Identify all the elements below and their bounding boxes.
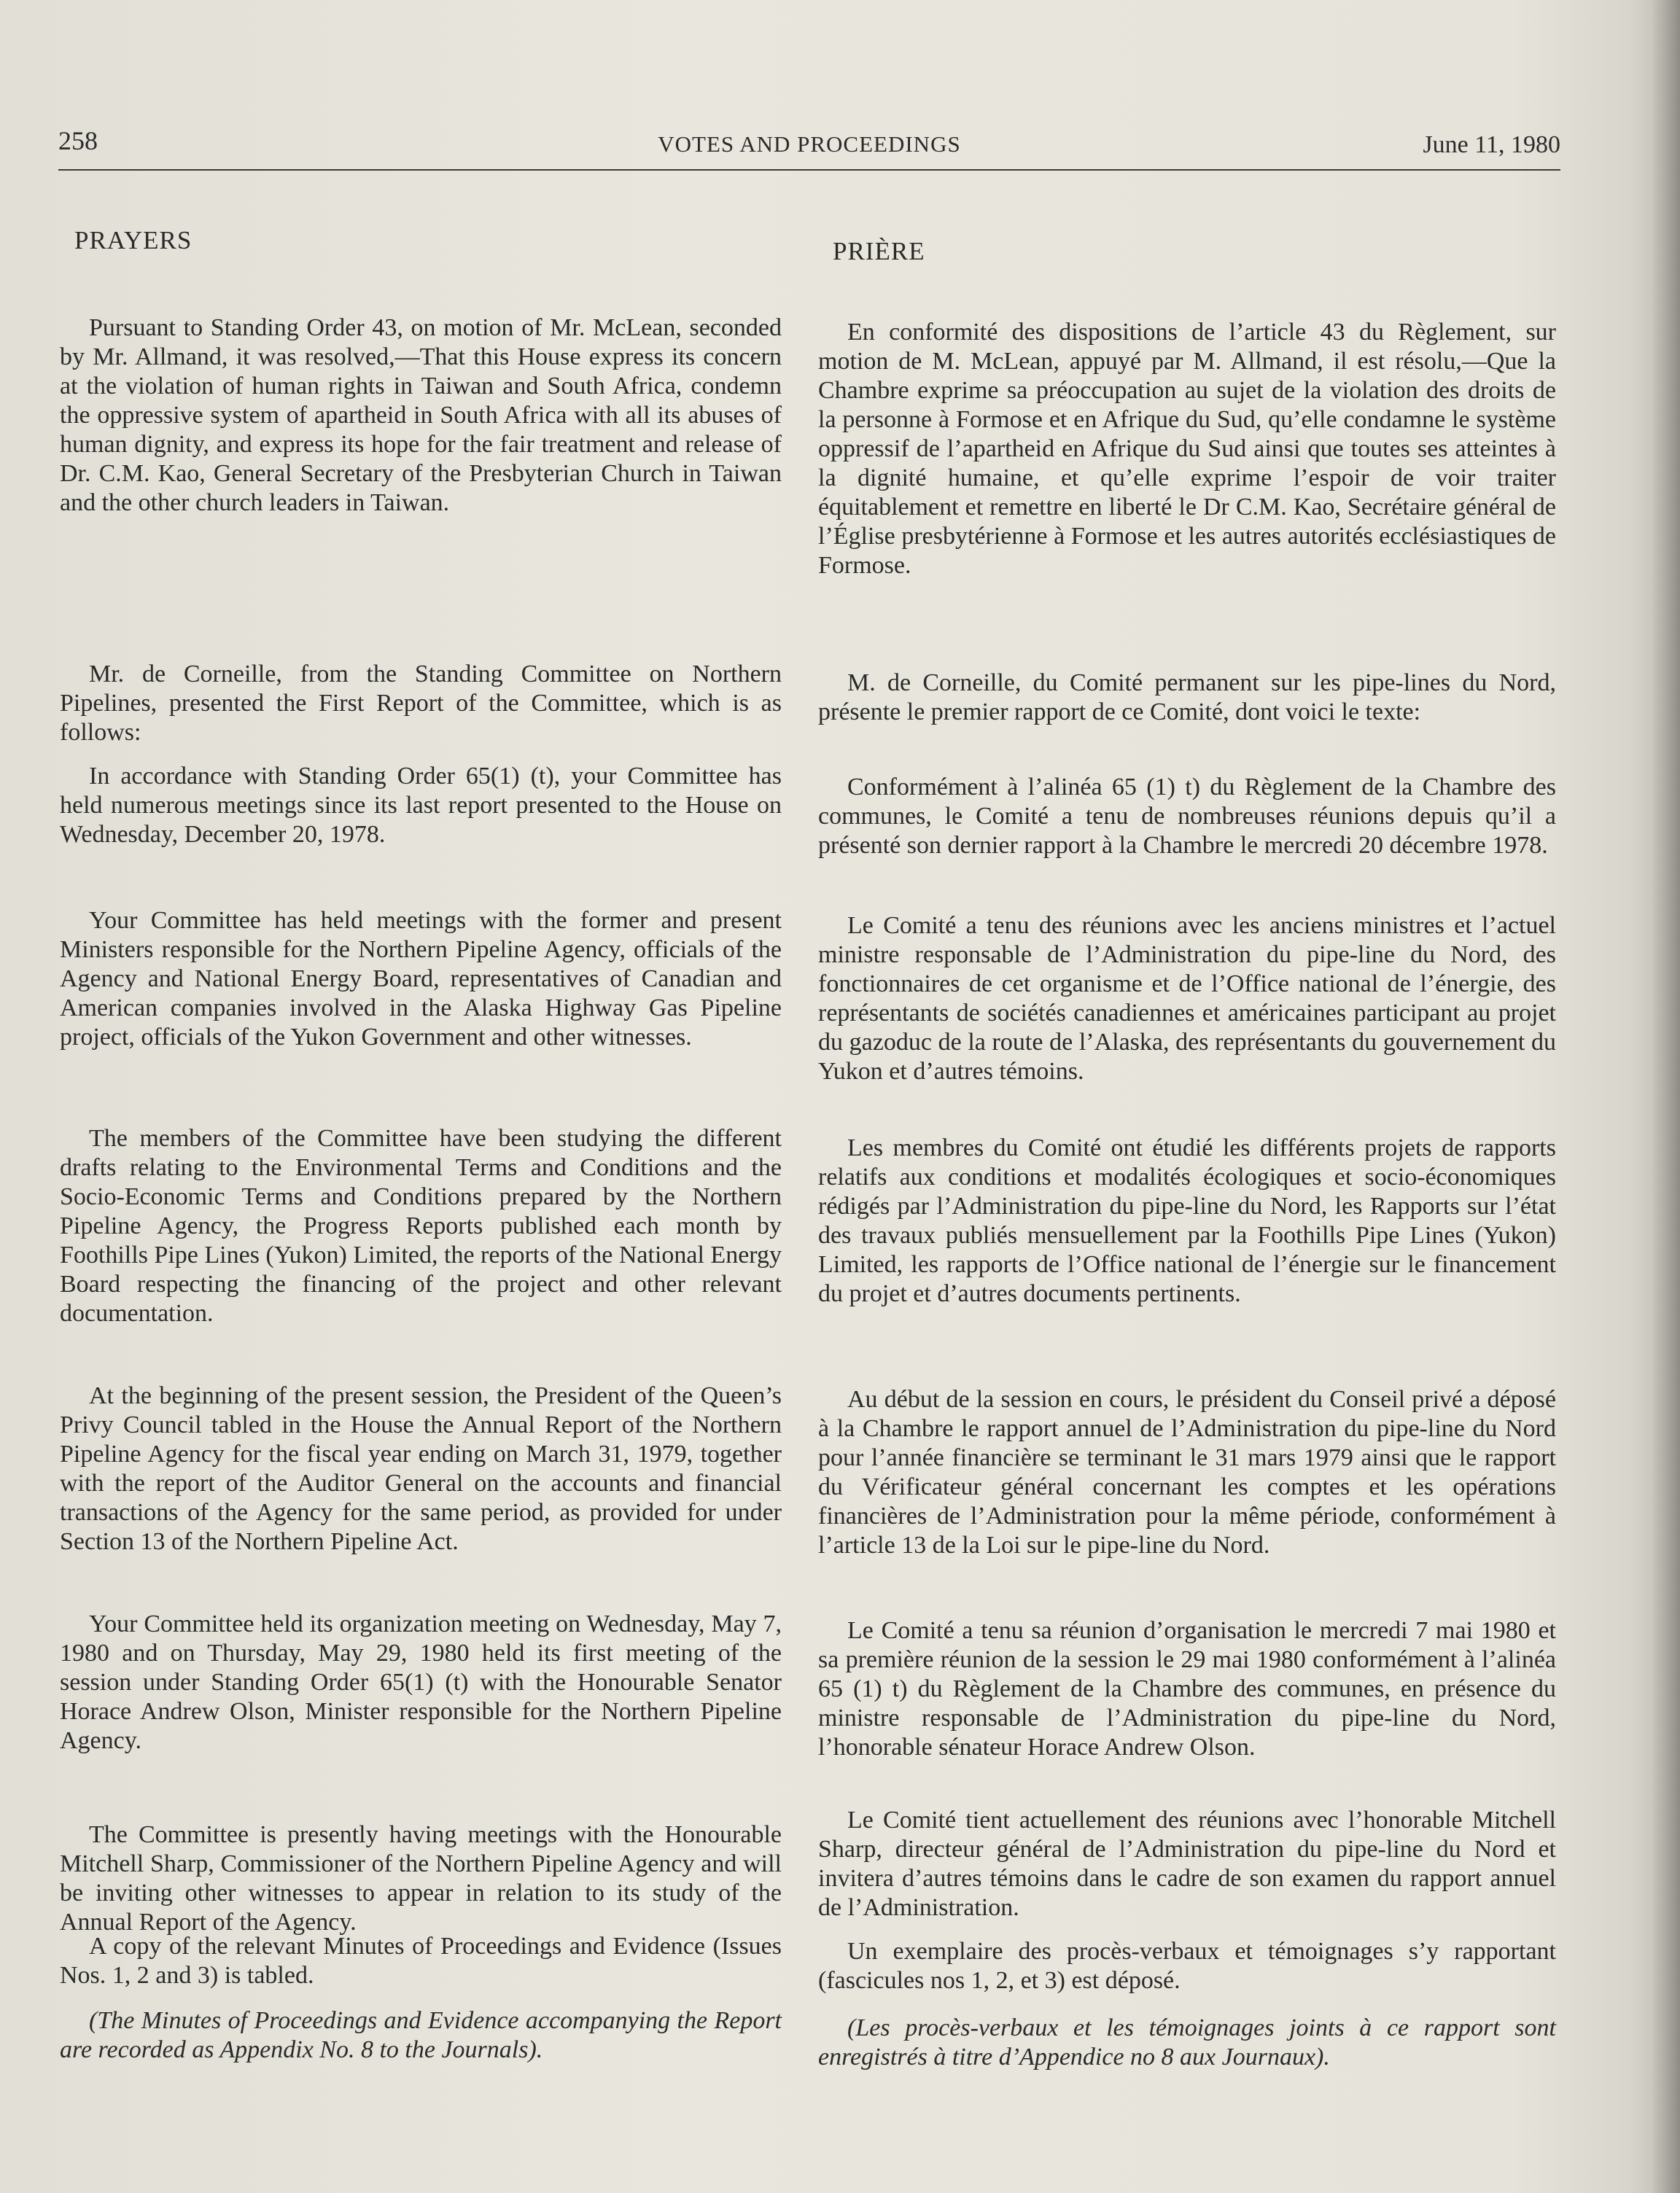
en-current-meetings-paragraph: The Committee is presently having meetings with the Honourable Mitchell Sharp, Commissioner of the Northern Pipeline Agency and will be inviting other witnesses to appear in relation to its study of the Annual Report of the Agency. [60,1821,782,1936]
fr-appendix-note: (Les procès-verbaux et les témoignages joints à ce rapport sont enregistrés à titre d’Appendice no 8 aux Journaux). [818,2014,1556,2071]
fr-meetings-paragraph: Le Comité a tenu des réunions avec les anciens ministres et l’actuel ministre responsable de l’Administration du pipe-line du Nord, des fonctionnaires de cet organisme et de l’Office national de l’énergie, des représentants de sociétés canadiennes et américaines participant au projet du gazoduc de la route de l’Alaska, des représentants du gouvernement du Yukon et d’autres témoins. [818,912,1556,1085]
page-edge-shadow [1652,0,1680,2193]
fr-report-intro-paragraph: M. de Corneille, du Comité permanent sur les pipe-lines du Nord, présente le premier rapport de ce Comité, dont voici le texte: [818,669,1556,725]
en-motion-paragraph: Pursuant to Standing Order 43, on motion of Mr. McLean, seconded by Mr. Allmand, it was resolved,—That this House express its concern at the violation of human rights in Taiwan and South Africa, condemn the oppressive system of apartheid in South Africa with all its abuses of human dignity, and express its hope for the fair treatment and release of Dr. C.M. Kao, General Secretary of the Presbyterian Church in Taiwan and the other church leaders in Taiwan. [60,314,782,516]
en-standing-order-paragraph: In accordance with Standing Order 65(1) (t), your Committee has held numerous meetings since its last report presented to the House on Wednesday, December 20, 1978. [60,763,782,848]
en-copy-tabled-paragraph: A copy of the relevant Minutes of Proceedings and Evidence (Issues Nos. 1, 2 and 3) is tabled. [60,1933,782,1989]
header-rule [58,169,1560,171]
page-number: 258 [58,126,98,155]
priere-heading: PRIÈRE [833,237,925,265]
en-session-paragraph: At the beginning of the present session, the President of the Queen’s Privy Council tabled in the House the Annual Report of the Northern Pipeline Agency for the fiscal year ending on March 31, 1979, together with the report of the Auditor General on the accounts and financial transactions of the Agency for the same period, as provided for under Section 13 of the Northern Pipeline Act. [60,1382,782,1555]
prayers-heading: PRAYERS [74,226,192,254]
fr-standing-order-paragraph: Conformément à l’alinéa 65 (1) t) du Règlement de la Chambre des communes, le Comité a tenu de nombreuses réunions depuis qu’il a présenté son dernier rapport à la Chambre le mercredi 20 décembre 1978. [818,774,1556,859]
en-report-intro-paragraph: Mr. de Corneille, from the Standing Committee on Northern Pipelines, presented the First Report of the Committee, which is as follows: [60,661,782,746]
en-members-paragraph: The members of the Committee have been studying the different drafts relating to the Environmental Terms and Conditions and the Socio-Economic Terms and Conditions prepared by the Northern Pipeline Agency, the Progress Reports published each month by Foothills Pipe Lines (Yukon) Limited, the reports of the National Energy Board respecting the financing of the project and other relevant documentation. [60,1125,782,1327]
en-meetings-paragraph: Your Committee has held meetings with the former and present Ministers responsible for the Northern Pipeline Agency, officials of the Agency and National Energy Board, representatives of Canadian and American companies involved in the Alaska Highway Gas Pipeline project, officials of the Yukon Government and other witnesses. [60,907,782,1051]
fr-motion-paragraph: En conformité des dispositions de l’article 43 du Règlement, sur motion de M. McLean, appuyé par M. Allmand, il est résolu,—Que la Chambre exprime sa préoccupation au sujet de la violation des droits de la personne à Formose et en Afrique du Sud, qu’elle condamne le système oppressif de l’apartheid en Afrique du Sud ainsi que toutes ses atteintes à la dignité humaine, et qu’elle exprime l’espoir de voir traiter équitablement et remettre en liberté le Dr C.M. Kao, Secrétaire général de l’Église presbytérienne à Formose et les autres autorités ecclésiastiques de Formose. [818,319,1556,579]
fr-session-paragraph: Au début de la session en cours, le président du Conseil privé a déposé à la Chambre le rapport annuel de l’Administration du pipe-line du Nord pour l’année financière se terminant le 31 mars 1979 ainsi que le rapport du Vérificateur général concernant les comptes et les opérations financières de l’Administration pour la même période, conformément à l’article 13 de la Loi sur le pipe-line du Nord. [818,1386,1556,1559]
fr-current-meetings-paragraph: Le Comité tient actuellement des réunions avec l’honorable Mitchell Sharp, directeur général de l’Administration du pipe-line du Nord et invitera d’autres témoins dans le cadre de son examen du rapport annuel de l’Administration. [818,1807,1556,1921]
running-title: VOTES AND PROCEEDINGS [658,131,961,157]
en-organization-paragraph: Your Committee held its organization meeting on Wednesday, May 7, 1980 and on Thursday, May 29, 1980 held its first meeting of the session under Standing Order 65(1) (t) with the Honourable Senator Horace Andrew Olson, Minister responsible for the Northern Pipeline Agency. [60,1610,782,1754]
page-header [58,125,1560,169]
fr-members-paragraph: Les membres du Comité ont étudié les différents projets de rapports relatifs aux conditions et modalités écologiques et socio-économiques rédigés par l’Administration du pipe-line du Nord, les Rapports sur l’état des travaux publiés mensuellement par la Foothills Pipe Lines (Yukon) Limited, les rapports de l’Office national de l’énergie sur le financement du projet et d’autres documents pertinents. [818,1134,1556,1307]
en-appendix-note: (The Minutes of Proceedings and Evidence accompanying the Report are recorded as Appendix No. 8 to the Journals). [60,2007,782,2063]
header-date: June 11, 1980 [1423,131,1560,158]
fr-copy-tabled-paragraph: Un exemplaire des procès-verbaux et témoignages s’y rapportant (fascicules nos 1, 2, et 3) est déposé. [818,1938,1556,1994]
fr-organization-paragraph: Le Comité a tenu sa réunion d’organisation le mercredi 7 mai 1980 et sa première réunion de la session le 29 mai 1980 conformément à l’alinéa 65 (1) t) du Règlement de la Chambre des communes, en présence du ministre responsable de l’Administration du pipe-line du Nord, l’honorable sénateur Horace Andrew Olson. [818,1617,1556,1761]
